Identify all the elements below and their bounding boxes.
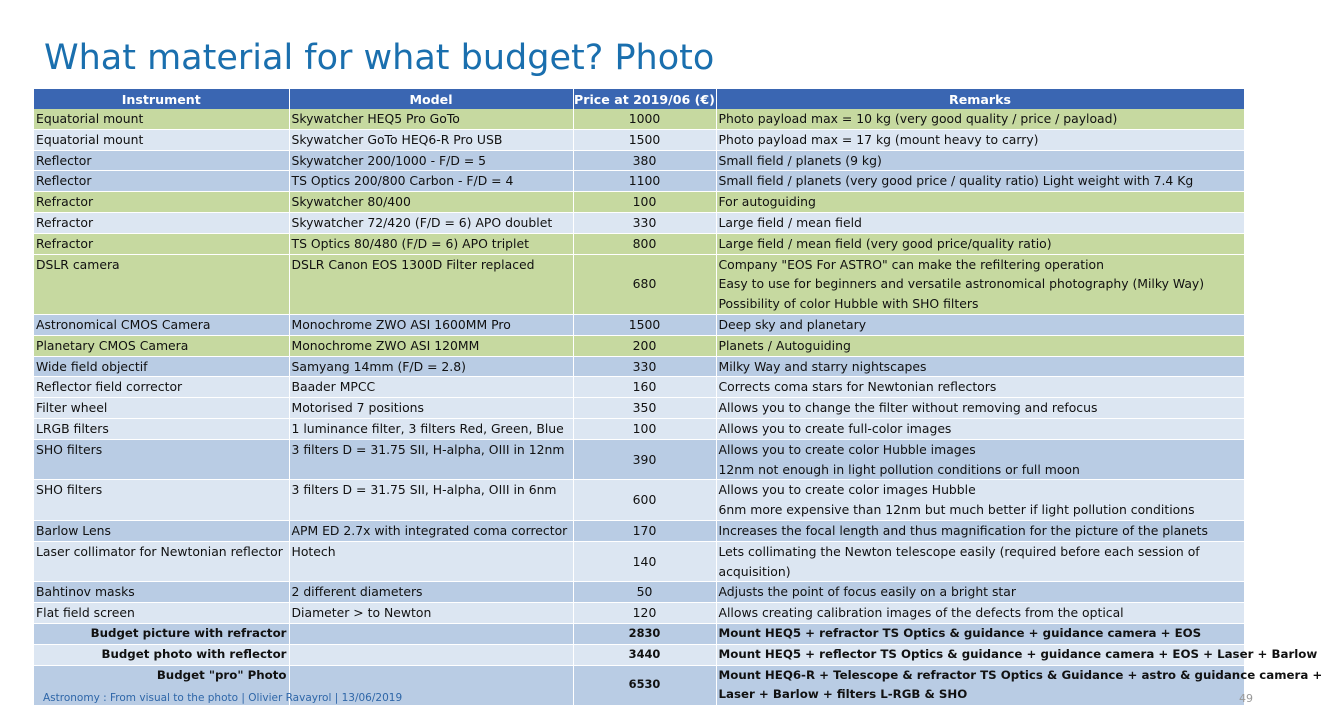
cell-remarks [716, 109, 1244, 129]
cell-instrument: Reflector [34, 150, 289, 171]
remark-line: Large field / mean field [718, 214, 862, 230]
cell-price: 170 [573, 520, 716, 541]
cell-instrument: SHO filters [34, 480, 289, 521]
cell-model: Skywatcher 80/400 [289, 192, 573, 213]
remark-line: Mount HEQ6-R + Telescope & refractor TS Optics & Guidance + astro & guidance camera + [718, 667, 1322, 682]
remark-line: Corrects coma stars for Newtonian reflectors [718, 379, 997, 395]
cell-remarks [716, 582, 1244, 603]
table-row [34, 171, 1244, 192]
cell-remarks [716, 233, 1244, 254]
table-row [34, 254, 1244, 314]
cell-remarks [716, 192, 1244, 213]
table-row [34, 233, 1244, 254]
cell-model: Monochrome ZWO ASI 1600MM Pro [289, 314, 573, 335]
table-row [34, 623, 1244, 644]
table-row [34, 520, 1244, 541]
slide-title: What material for what budget? Photo [44, 38, 715, 78]
cell-model: Skywatcher 72/420 (F/D = 6) APO doublet [289, 212, 573, 233]
remark-line: Lets collimating the Newton telescope easily (required before each session of acquisition) [718, 543, 1200, 579]
remark-line: Allows you to create full-color images [718, 420, 952, 436]
cell-price: 3440 [573, 644, 716, 665]
cell-instrument: Filter wheel [34, 398, 289, 419]
cell-price: 1000 [573, 109, 716, 129]
table-row [34, 439, 1244, 480]
cell-remarks [716, 212, 1244, 233]
cell-model: Hotech [289, 541, 573, 582]
cell-remarks [716, 541, 1244, 582]
remark-line: Large field / mean field (very good price/quality ratio) [718, 235, 1052, 251]
header-model: Model [289, 89, 573, 109]
table-row [34, 335, 1244, 356]
remark-line: Allows creating calibration images of the defects from the optical [718, 605, 1124, 621]
cell-remarks [716, 314, 1244, 335]
header-remarks: Remarks [716, 89, 1244, 109]
cell-model: Diameter > to Newton [289, 603, 573, 624]
cell-model: Skywatcher HEQ5 Pro GoTo [289, 109, 573, 129]
cell-model: TS Optics 80/480 (F/D = 6) APO triplet [289, 233, 573, 254]
cell-instrument: Laser collimator for Newtonian reflector [34, 541, 289, 582]
cell-remarks [716, 603, 1244, 624]
cell-price: 390 [573, 439, 716, 480]
remark-line: Milky Way and starry nightscapes [718, 358, 927, 374]
remark-line: Easy to use for beginners and versatile astronomical photography (Milky Way) [718, 276, 1205, 292]
cell-instrument: Wide field objectif [34, 356, 289, 377]
cell-model: DSLR Canon EOS 1300D Filter replaced [289, 254, 573, 314]
cell-price: 140 [573, 541, 716, 582]
header-price: Price at 2019/06 (€) [573, 89, 716, 109]
cell-instrument: Equatorial mount [34, 129, 289, 150]
cell-price: 800 [573, 233, 716, 254]
cell-model: APM ED 2.7x with integrated coma corrector [289, 520, 573, 541]
remark-line: Small field / planets (9 kg) [718, 152, 882, 168]
remark-line: Allows you to create color Hubble images [718, 441, 976, 457]
cell-instrument: DSLR camera [34, 254, 289, 314]
cell-remarks [716, 644, 1318, 665]
cell-instrument: LRGB filters [34, 418, 289, 439]
cell-instrument: Reflector [34, 171, 289, 192]
cell-remarks [716, 335, 1244, 356]
cell-price: 1100 [573, 171, 716, 192]
cell-remarks [716, 439, 1244, 480]
cell-price: 600 [573, 480, 716, 521]
table-header-row [34, 89, 1244, 109]
table-row [34, 150, 1244, 171]
cell-model: 2 different diameters [289, 582, 573, 603]
cell-model: 3 filters D = 31.75 SII, H-alpha, OIII in 12nm [289, 439, 573, 480]
cell-price: 100 [573, 192, 716, 213]
table-row [34, 192, 1244, 213]
cell-remarks [716, 418, 1244, 439]
table-row [34, 582, 1244, 603]
cell-instrument: Refractor [34, 233, 289, 254]
cell-instrument: Budget photo with reflector [34, 644, 289, 665]
cell-remarks [716, 254, 1244, 314]
remark-line: For autoguiding [718, 194, 816, 210]
table-row [34, 377, 1244, 398]
cell-model: Samyang 14mm (F/D = 2.8) [289, 356, 573, 377]
cell-instrument: Bahtinov masks [34, 582, 289, 603]
remark-line: Increases the focal length and thus magnification for the picture of the planets [718, 522, 1208, 538]
cell-instrument: Planetary CMOS Camera [34, 335, 289, 356]
cell-remarks [716, 377, 1244, 398]
cell-remarks [716, 623, 1244, 644]
page-number: 49 [1239, 692, 1253, 705]
table-row [34, 129, 1244, 150]
cell-instrument: Astronomical CMOS Camera [34, 314, 289, 335]
table-row [34, 603, 1244, 624]
cell-model: Motorised 7 positions [289, 398, 573, 419]
cell-model [289, 644, 573, 665]
cell-model: Skywatcher GoTo HEQ6-R Pro USB [289, 129, 573, 150]
cell-price: 330 [573, 212, 716, 233]
footer-text: Astronomy : From visual to the photo | Olivier Ravayrol | 13/06/2019 [43, 692, 403, 704]
remark-line: Laser + Barlow + filters L-RGB & SHO [718, 687, 968, 702]
cell-instrument: Refractor [34, 192, 289, 213]
table-row [34, 398, 1244, 419]
table-row [34, 644, 1244, 665]
cell-model: TS Optics 200/800 Carbon - F/D = 4 [289, 171, 573, 192]
cell-price: 160 [573, 377, 716, 398]
remark-line: Planets / Autoguiding [718, 337, 851, 353]
remark-line: Company "EOS For ASTRO" can make the refiltering operation [718, 256, 1104, 272]
cell-instrument: Budget picture with refractor [34, 623, 289, 644]
table-row [34, 314, 1244, 335]
cell-instrument: Reflector field corrector [34, 377, 289, 398]
remark-line: 12nm not enough in light pollution conditions or full moon [718, 461, 1080, 477]
cell-instrument: Budget "pro" Photo [34, 665, 289, 706]
remark-line: Allows you to change the filter without removing and refocus [718, 400, 1098, 416]
table-row [34, 480, 1244, 521]
cell-remarks [716, 520, 1244, 541]
cell-remarks [716, 398, 1244, 419]
cell-price: 350 [573, 398, 716, 419]
cell-remarks [716, 150, 1244, 171]
cell-remarks [716, 171, 1244, 192]
remark-line: Mount HEQ5 + reflector TS Optics & guidance + guidance camera + EOS + Laser + Barlow [718, 646, 1318, 661]
cell-price: 2830 [573, 623, 716, 644]
cell-price: 200 [573, 335, 716, 356]
header-instrument: Instrument [34, 89, 289, 109]
cell-price: 1500 [573, 129, 716, 150]
cell-price: 100 [573, 418, 716, 439]
table-row [34, 418, 1244, 439]
cell-instrument: Flat field screen [34, 603, 289, 624]
remark-line: Deep sky and planetary [718, 316, 867, 332]
cell-model: Skywatcher 200/1000 - F/D = 5 [289, 150, 573, 171]
cell-price: 1500 [573, 314, 716, 335]
cell-price: 50 [573, 582, 716, 603]
cell-remarks [716, 129, 1244, 150]
cell-instrument: SHO filters [34, 439, 289, 480]
cell-remarks [716, 356, 1244, 377]
cell-price: 6530 [573, 665, 716, 706]
remark-line: Mount HEQ5 + refractor TS Optics & guidance + guidance camera + EOS [718, 625, 1202, 640]
remark-line: Possibility of color Hubble with SHO filters [718, 296, 979, 312]
table-row [34, 541, 1244, 582]
remark-line: Photo payload max = 17 kg (mount heavy to carry) [718, 131, 1039, 147]
remark-line: Allows you to create color images Hubble [718, 482, 976, 498]
remark-line: 6nm more expensive than 12nm but much better if light pollution conditions [718, 502, 1195, 518]
cell-model: 1 luminance filter, 3 filters Red, Green, Blue [289, 418, 573, 439]
remark-line: Small field / planets (very good price / quality ratio) Light weight with 7.4 Kg [718, 173, 1194, 189]
cell-price: 120 [573, 603, 716, 624]
cell-model: Baader MPCC [289, 377, 573, 398]
cell-price: 680 [573, 254, 716, 314]
cell-instrument: Refractor [34, 212, 289, 233]
cell-model: Monochrome ZWO ASI 120MM [289, 335, 573, 356]
table-row [34, 212, 1244, 233]
cell-instrument: Equatorial mount [34, 109, 289, 129]
cell-remarks [716, 480, 1244, 521]
table-row [34, 356, 1244, 377]
cell-model: 3 filters D = 31.75 SII, H-alpha, OIII in 6nm [289, 480, 573, 521]
cell-price: 330 [573, 356, 716, 377]
cell-price: 380 [573, 150, 716, 171]
remark-line: Adjusts the point of focus easily on a bright star [718, 584, 1016, 600]
cell-instrument: Barlow Lens [34, 520, 289, 541]
table-row [34, 109, 1244, 129]
remark-line: Photo payload max = 10 kg (very good quality / price / payload) [718, 111, 1118, 126]
cell-model [289, 623, 573, 644]
